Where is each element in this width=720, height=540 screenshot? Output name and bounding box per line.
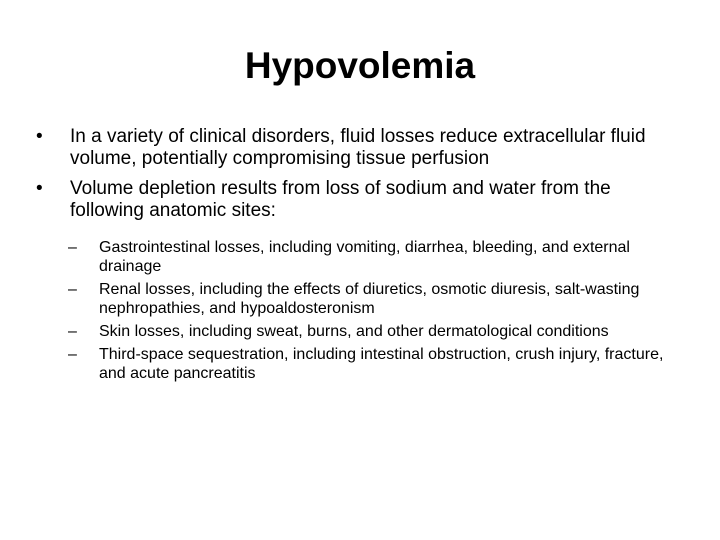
- sub-bullet-marker: –: [68, 281, 77, 298]
- sub-bullet-item: [68, 322, 686, 341]
- sub-bullet-text: Skin losses, including sweat, burns, and other dermatological conditions: [99, 323, 609, 340]
- sub-bullet-list: [70, 238, 686, 383]
- sub-bullet-text: Gastrointestinal losses, including vomiting, diarrhea, bleeding, and external drainage: [99, 239, 630, 275]
- bullet-marker: •: [36, 126, 43, 147]
- bullet-item: [36, 126, 686, 170]
- sub-bullet-marker: –: [68, 323, 77, 340]
- sub-bullet-item: [68, 238, 686, 276]
- bullet-text: Volume depletion results from loss of sodium and water from the following anatomic sites:: [70, 178, 611, 221]
- bullet-item: [36, 178, 686, 383]
- sub-bullet-marker: –: [68, 239, 77, 256]
- bullet-marker: •: [36, 178, 43, 199]
- sub-bullet-text: Third-space sequestration, including intestinal obstruction, crush injury, fracture, and acute pancreatitis: [99, 346, 664, 382]
- sub-bullet-item: [68, 280, 686, 318]
- sub-bullet-item: [68, 345, 686, 383]
- sub-bullet-text: Renal losses, including the effects of diuretics, osmotic diuresis, salt-wasting nephropathies, and hypoaldosteronism: [99, 281, 640, 317]
- sub-bullet-marker: –: [68, 346, 77, 363]
- bullet-list: [36, 126, 686, 391]
- slide-title: Hypovolemia: [244, 45, 476, 86]
- bullet-text: In a variety of clinical disorders, fluid losses reduce extracellular fluid volume, potentially compromising tissue perfusion: [70, 126, 646, 169]
